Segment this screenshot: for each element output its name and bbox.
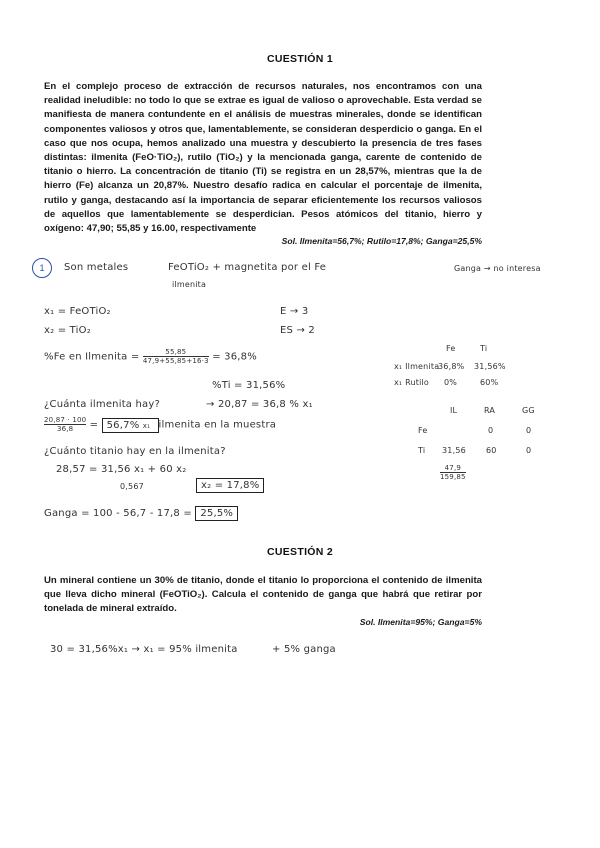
hw-table-row1-label: x₁ Ilmenita xyxy=(394,362,440,371)
hw-ganga-eq-text: Ganga = 100 - 56,7 - 17,8 = xyxy=(44,508,192,519)
hw-t2-h3: GG xyxy=(522,406,535,415)
hw-eq-ti: 28,57 = 31,56 x₁ + 60 x₂ xyxy=(56,464,187,475)
hw-t2-ti-v3: 0 xyxy=(526,446,532,455)
hw-t2-h2: RA xyxy=(484,406,496,415)
hw-ilmenita-calc: $\frac{20,87 \cdot 100}{36,8}$ = 56,7% x₁ ilmenita en la muestra xyxy=(44,416,277,433)
hw-table-row2-fe: 0% xyxy=(444,378,458,387)
hw-table-head-fe: Fe xyxy=(446,344,456,353)
question-number-circle: 1 xyxy=(32,258,52,278)
hw-fe-calc-label: %Fe en Ilmenita = xyxy=(44,351,140,363)
question-1-text: En el complejo proceso de extracción de recursos naturales, nos encontramos con una realidad ineludible: no todo lo que se extrae es igual de valioso o aprovechable. Esta verdad se manifiesta de manera contundente en el análisis de muestras minerales, donde se identifican componentes valiosos y otros que, lamentablemente, se consideran desperdicio o ganga. En el caso que nos ocupa, hemos analizado una muestra y descubierto la presencia de tres fases distintas: ilmenita (FeO·TiO₂), rutilo (TiO₂) y la mencionada ganga, carente de contenido de titanio o hierro. La concentración de titanio (Ti) se registra en un 28,57%, mientras que la de hierro (Fe) alcanza un 20,87%. Nuestro desafío radica en calcular el porcentaje de ilmenita, rutilo y ganga, destacando así la importancia de separar eficientemente los recursos valiosos de aquellos que lamentablemente se desperdician. Pesos atómicos del titanio, hierro y oxígeno: 47,90; 55,85 y 16.00, respectivamente xyxy=(44,81,482,235)
hw-small-fraction xyxy=(440,464,466,481)
hw-fe-calc-result: = 36,8% xyxy=(212,351,257,363)
hw-t2-h1: IL xyxy=(450,406,458,415)
hw-fe-fraction-den: 47,9+55,85+16·3 xyxy=(142,357,209,365)
hw-small-num: 47,9 xyxy=(440,464,466,473)
hw-t2-fe: Fe xyxy=(418,426,428,435)
question-2-title: CUESTIÓN 2 xyxy=(266,546,333,558)
hw-question-ilmenita: ¿Cuánta ilmenita hay? xyxy=(44,399,161,410)
hw-table-row1-ti: 31,56% xyxy=(474,362,506,371)
hw-ganga-note: Ganga → no interesa xyxy=(454,264,541,273)
hw-intro: Son metales xyxy=(64,262,129,273)
hw-formula: FeOTiO₂ + magnetita por el Fe xyxy=(168,262,327,273)
hw-boxed-ganga: 25,5% xyxy=(195,506,238,521)
hw-x2-definition: x₂ = TiO₂ xyxy=(44,325,91,336)
hw-ilmenita-note: ilmenita en la muestra xyxy=(158,419,277,431)
hw-fe-fraction-num: 55,85 xyxy=(143,348,209,357)
hw-small-den: 159,85 xyxy=(440,473,466,481)
hw-boxed-rutilo: x₂ = 17,8% xyxy=(196,478,264,493)
hw-ilmenita-fraction-num: 20,87 · 100 xyxy=(44,416,87,424)
hw-table-row2-label: x₁ Rutilo xyxy=(394,378,430,387)
question-2-text: Un mineral contiene un 30% de titanio, donde el titanio lo proporciona el contenido de ilmenita que lleva dicho mineral (FeOTiO₂). Calcula el contenido de ganga que habrá que retirar por tonelada de mineral extraído. xyxy=(44,575,482,615)
hw-ganga-eq xyxy=(44,508,238,519)
hw-e3: E → 3 xyxy=(280,306,309,317)
hw-t2-ti-v1: 31,56 xyxy=(442,446,466,455)
hw-t2-ti-v2: 60 xyxy=(486,446,497,455)
hw-ti-pct: %Ti = 31,56% xyxy=(212,380,286,391)
hw-t2-ti: Ti xyxy=(418,446,426,455)
hw-ilmenita-fraction-den: 36,8 xyxy=(56,425,74,433)
hw-table-row2-ti: 60% xyxy=(480,378,499,387)
hw-x-sub: 0,567 xyxy=(120,482,144,491)
hw-table-head-ti: Ti xyxy=(480,344,488,353)
hw-fe-calc xyxy=(44,348,257,365)
hw-t2-fe-v3: 0 xyxy=(526,426,532,435)
question-2-solution: Sol. Ilmenita=95%; Ganga=5% xyxy=(359,617,482,627)
hw-q2-answer: 30 = 31,56%x₁ → x₁ = 95% ilmenita xyxy=(50,644,238,655)
hw-fe-fraction xyxy=(143,348,209,365)
hw-eq-ilmenita: → 20,87 = 36,8 % x₁ xyxy=(206,399,313,410)
hw-ilmenita-fraction xyxy=(44,416,86,433)
hw-q2-answer-ganga: + 5% ganga xyxy=(272,644,336,655)
hw-boxed-ilmenita: 56,7% x₁ xyxy=(102,418,159,433)
question-1-title: CUESTIÓN 1 xyxy=(266,53,333,65)
hw-question-titanio: ¿Cuánto titanio hay en la ilmenita? xyxy=(44,446,226,457)
hw-table-row1-fe: 36,8% xyxy=(438,362,465,371)
hw-t2-fe-v2: 0 xyxy=(488,426,494,435)
hw-x1-definition: x₁ = FeOTiO₂ xyxy=(44,306,111,317)
hw-ilmenita-label: ilmenita xyxy=(172,280,207,289)
question-1-solution: Sol. Ilmenita=56,7%; Rutilo=17,8%; Ganga=25,5% xyxy=(281,236,482,246)
hw-es2: ES → 2 xyxy=(280,325,315,336)
